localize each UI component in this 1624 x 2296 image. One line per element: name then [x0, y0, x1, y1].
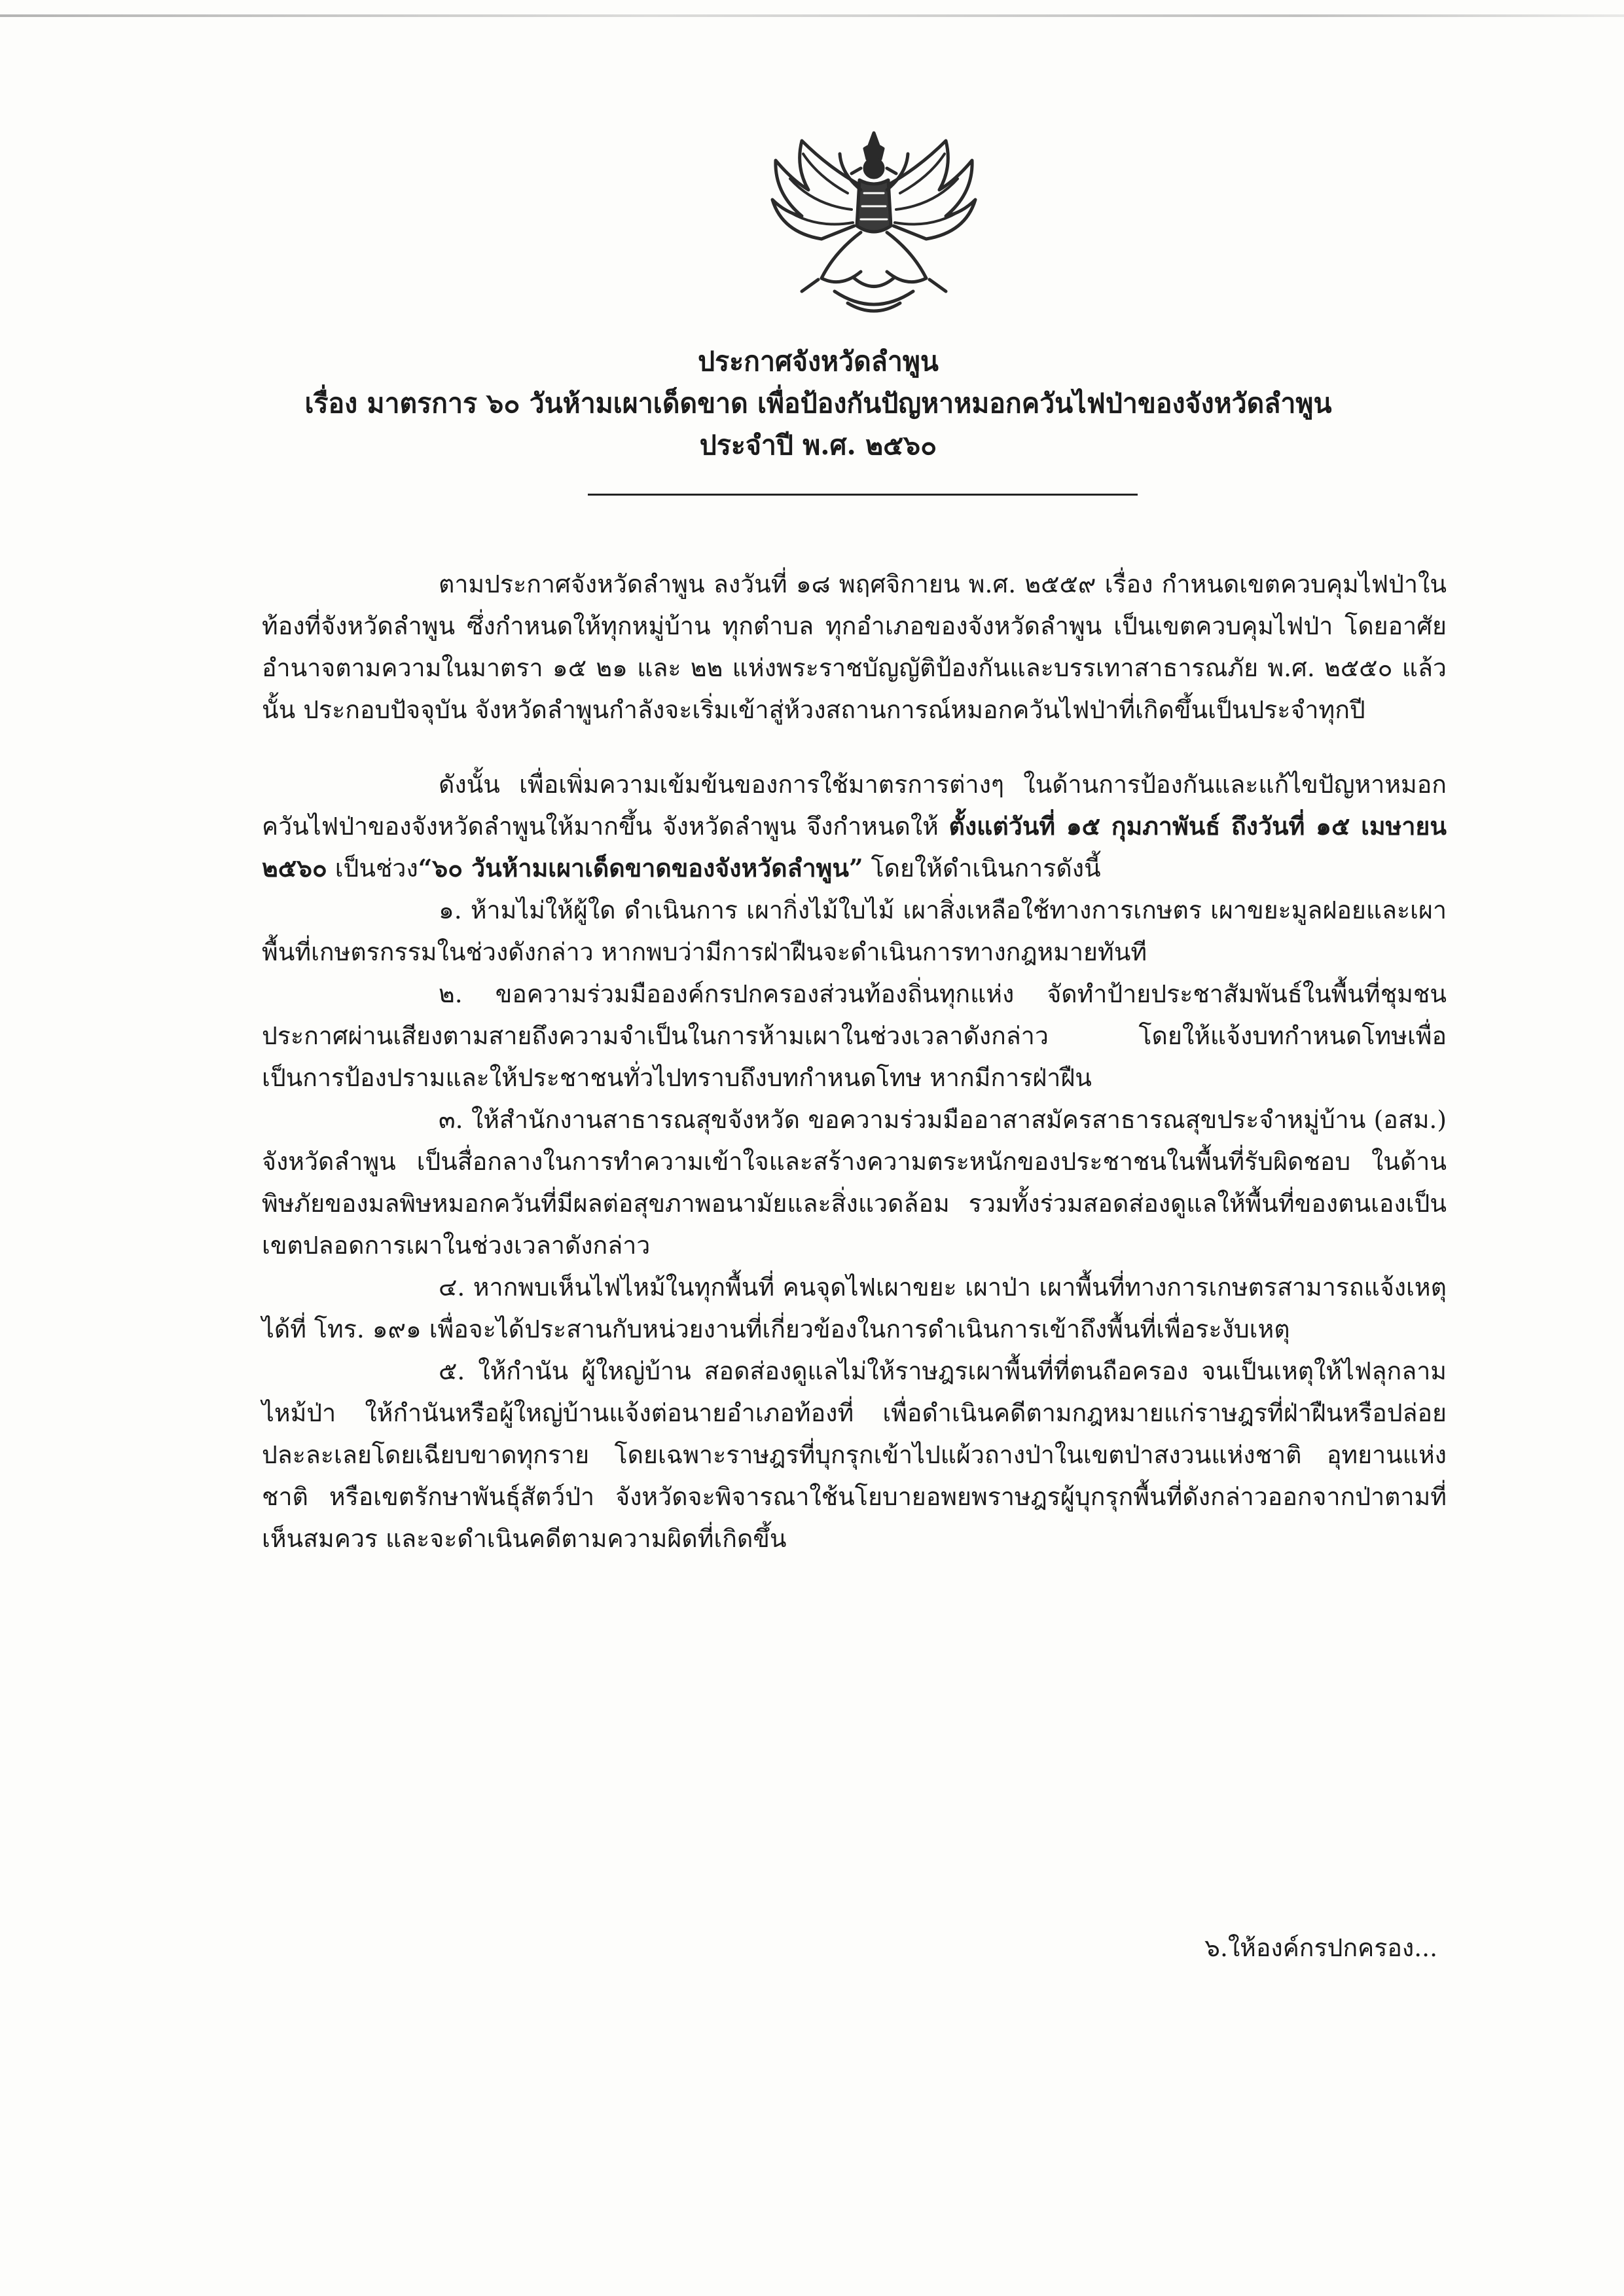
- measure-item-2: ๒. ขอความร่วมมือองค์กรปกครองส่วนท้องถิ่นทุกแห่ง จัดทำป้ายประชาสัมพันธ์ในพื้นที่ชุมชน ประกาศผ่านเสียงตามสายถึงความจำเป็นในการห้ามเผาในช่วงเวลาดังกล่าว โดยให้แจ้งบทกำหนดโทษเพื่อเป็นการป้องปรามและให้ประชาชนทั่วไปทราบถึงบทกำหนดโทษ หากมีการฝ่าฝืน: [262, 979, 1447, 1092]
- title-divider: [588, 494, 1138, 496]
- order-text-3: โดยให้ดำเนินการดังนี้: [863, 854, 1101, 883]
- announcement-body: [262, 563, 1447, 1559]
- measure-item-4: ๔. หากพบเห็นไฟไหม้ในทุกพื้นที่ คนจุดไฟเผาขยะ เผาป่า เผาพื้นที่ทางการเกษตรสามารถแจ้งเหตุได้ที่ โทร. ๑๙๑ เพื่อจะได้ประสานกับหน่วยงานที่เกี่ยวข้องในการดำเนินการเข้าถึงพื้นที่เพื่อระงับเหตุ: [262, 1273, 1447, 1343]
- title-issuer: ประกาศจังหวัดลำพูน: [698, 346, 939, 377]
- title-year: ประจำปี พ.ศ. ๒๕๖๐: [699, 429, 937, 461]
- order-period-bold: ตั้งแต่วันที่ ๑๕ กุมภาพันธ์ ถึงวันที่ ๑๕ เมษายน ๒๕๖๐: [262, 812, 1447, 883]
- order-text-1: ดังนั้น เพื่อเพิ่มความเข้มข้นของการใช้มาตรการต่างๆ ในด้านการป้องกันและแก้ไขปัญหาหมอกควันไฟป่าของจังหวัดลำพูนให้มากขึ้น จังหวัดลำพูน จึงกำหนดให้: [262, 770, 1447, 841]
- announcement-title: [262, 340, 1375, 466]
- order-text-2: เป็นช่วง: [327, 854, 418, 883]
- intro-paragraph: ตามประกาศจังหวัดลำพูน ลงวันที่ ๑๘ พฤศจิกายน พ.ศ. ๒๕๕๙ เรื่อง กำหนดเขตควบคุมไฟป่าในท้องที่จังหวัดลำพูน ซึ่งกำหนดให้ทุกหมู่บ้าน ทุกตำบล ทุกอำเภอของจังหวัดลำพูน เป็นเขตควบคุมไฟป่า โดยอาศัยอำนาจตามความในมาตรา ๑๕ ๒๑ และ ๒๒ แห่งพระราชบัญญัติป้องกันและบรรเทาสาธารณภัย พ.ศ. ๒๕๕๐ แล้วนั้น ประกอบปัจจุบัน จังหวัดลำพูนกำลังจะเริ่มเข้าสู่ห้วงสถานการณ์หมอกควันไฟป่าที่เกิดขึ้นเป็นประจำทุกปี: [262, 570, 1447, 724]
- title-subject: เรื่อง มาตรการ ๖๐ วันห้ามเผาเด็ดขาด เพื่อป้องกันปัญหาหมอกควันไฟป่าของจังหวัดลำพูน: [304, 388, 1332, 419]
- measure-item-1: ๑. ห้ามไม่ให้ผู้ใด ดำเนินการ เผากิ่งไม้ใบไม้ เผาสิ่งเหลือใช้ทางการเกษตร เผาขยะมูลฝอยและเผาพื้นที่เกษตรกรรมในช่วงดังกล่าว หากพบว่ามีการฝ่าฝืนจะดำเนินการทางกฎหมายทันที: [262, 896, 1447, 966]
- garuda-emblem-icon: [756, 128, 992, 324]
- order-paragraph: [262, 763, 1447, 889]
- order-campaign-bold: “๖๐ วันห้ามเผาเด็ดขาดของจังหวัดลำพูน”: [418, 854, 863, 883]
- measure-item-3: ๓. ให้สำนักงานสาธารณสุขจังหวัด ขอความร่วมมืออาสาสมัครสาธารณสุขประจำหมู่บ้าน (อสม.) จังหวัดลำพูน เป็นสื่อกลางในการทำความเข้าใจและสร้างความตระหนักของประชาชนในพื้นที่รับผิดชอบ ในด้านพิษภัยของมลพิษหมอกควันที่มีผลต่อสุขภาพอนามัยและสิ่งแวดล้อม รวมทั้งร่วมสอดส่องดูแลให้พื้นที่ของตนเองเป็นเขตปลอดการเผาในช่วงเวลาดังกล่าว: [262, 1105, 1447, 1260]
- measure-item-5: ๕. ให้กำนัน ผู้ใหญ่บ้าน สอดส่องดูแลไม่ให้ราษฎรเผาพื้นที่ที่ตนถือครอง จนเป็นเหตุให้ไฟลุกลามไหม้ป่า ให้กำนันหรือผู้ใหญ่บ้านแจ้งต่อนายอำเภอท้องที่ เพื่อดำเนินคดีตามกฎหมายแก่ราษฎรที่ฝ่าฝืนหรือปล่อยปละละเลยโดยเฉียบขาดทุกราย โดยเฉพาะราษฎรที่บุกรุกเข้าไปแผ้วถางป่าในเขตป่าสงวนแห่งชาติ อุทยานแห่งชาติ หรือเขตรักษาพันธุ์สัตว์ป่า จังหวัดจะพิจารณาใช้นโยบายอพยพราษฎรผู้บุกรุกพื้นที่ดังกล่าวออกจากป่าตามที่เห็นสมควร และจะดำเนินคดีตามความผิดที่เกิดขึ้น: [262, 1357, 1447, 1553]
- page-continuation: ๖.ให้องค์กรปกครอง...: [1204, 1933, 1437, 1962]
- scan-edge-line: [0, 14, 1624, 17]
